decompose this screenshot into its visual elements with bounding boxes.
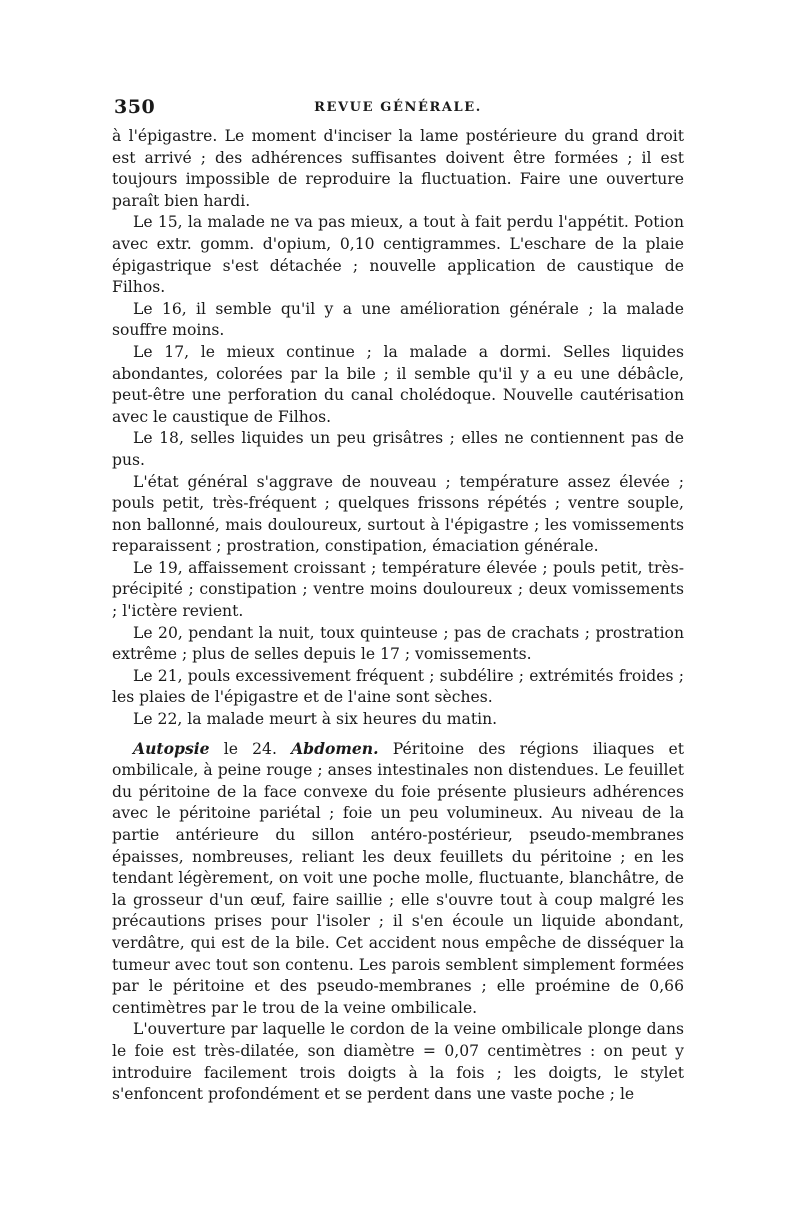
paragraph-day-15: Le 15, la malade ne va pas mieux, a tout à fait perdu l'appétit. Potion avec extr. gomm. d'opium, 0,10 centigrammes. L'eschare de la plaie épigastrique s'est détachée ; nouvelle application de caustique de Filhos.: [112, 213, 684, 297]
paragraph-day-21: Le 21, pouls excessivement fréquent ; subdélire ; extrémités froides ; les plaies de l'épigastre et de l'aine sont sèches.: [112, 666, 684, 707]
autopsy-lead: Autopsie: [133, 738, 210, 758]
page-number: 350: [114, 96, 156, 118]
autopsy-section: Abdomen.: [291, 738, 379, 758]
autopsy-text: Péritoine des régions iliaques et ombilicale, à peine rouge ; anses intestinales non distendues. Le feuillet du péritoine de la face convexe du foie présente plusieurs adhérences avec le péritoine pariétal ; foie un peu volumineux. Au niveau de la partie antérieure du sillon antéro-postérieur, pseudo-membranes épaisses, nombreuses, reliant les deux feuillets du péritoine ; en les tendant légèrement, on voit une poche molle, fluctuante, blanchâtre, de la grosseur d'un œuf, faire saillie ; elle s'ouvre tout à coup malgré les précautions prises pour l'isoler ; il s'en écoule un liquide abondant, verdâtre, qui est de la bile. Cet accident nous empêche de disséquer la tumeur avec tout son contenu. Les parois semblent simplement formées par le péritoine et des pseudo-membranes ; elle proémine de 0,66 centimètres par le trou de la veine ombilicale.: [112, 739, 684, 1017]
paragraph-day-22: Le 22, la malade meurt à six heures du matin.: [133, 710, 498, 729]
paragraph-day-19: Le 19, affaissement croissant ; température élevée ; pouls petit, très-précipité ; constipation ; ventre moins douloureux ; deux vomissements ; l'ictère revient.: [112, 558, 684, 621]
paragraph-day-18: Le 18, selles liquides un peu grisâtres ; elles ne contiennent pas de pus.: [112, 429, 684, 469]
paragraph-general-state: L'état général s'aggrave de nouveau ; température assez élevée ; pouls petit, très-fréquent ; quelques frissons répétés ; ventre souple, non ballonné, mais douloureux, surtout à l'épigastre ; les vomissements reparaissent ; prostration, constipation, émaciation générale.: [112, 472, 684, 556]
paragraph-continuation: à l'épigastre. Le moment d'inciser la lame postérieure du grand droit est arrivé ; des adhérences suffisantes doivent être formées ; il est toujours impossible de reproduire la fluctuation. Faire une ouverture paraît bien hardi.: [112, 127, 684, 210]
paragraph-day-20: Le 20, pendant la nuit, toux quinteuse ; pas de crachats ; prostration extrême ; plus de selles depuis le 17 ; vomissements.: [112, 623, 684, 664]
running-title: REVUE GÉNÉRALE.: [314, 100, 482, 115]
running-head: [112, 96, 684, 124]
paragraph-ouverture: L'ouverture par laquelle le cordon de la veine ombilicale plonge dans le foie est très-dilatée, son diamètre = 0,07 centimètres : on peut y introduire facilement trois doigts à la fois ; les doigts, le stylet s'enfoncent profondément et se perdent dans une vaste poche ; le: [112, 1020, 684, 1104]
body-text: [112, 126, 684, 1106]
document-page: [112, 96, 684, 1106]
paragraph-day-17: Le 17, le mieux continue ; la malade a dormi. Selles liquides abondantes, colorées par la bile ; il semble qu'il y a eu une débâcle, peut-être une perforation du canal cholédoque. Nouvelle cautérisation avec le caustique de Filhos.: [112, 342, 684, 426]
autopsy-date: le 24.: [223, 739, 277, 758]
paragraph-day-16: Le 16, il semble qu'il y a une amélioration générale ; la malade souffre moins.: [112, 299, 684, 340]
paragraph-autopsy: [112, 738, 684, 1020]
